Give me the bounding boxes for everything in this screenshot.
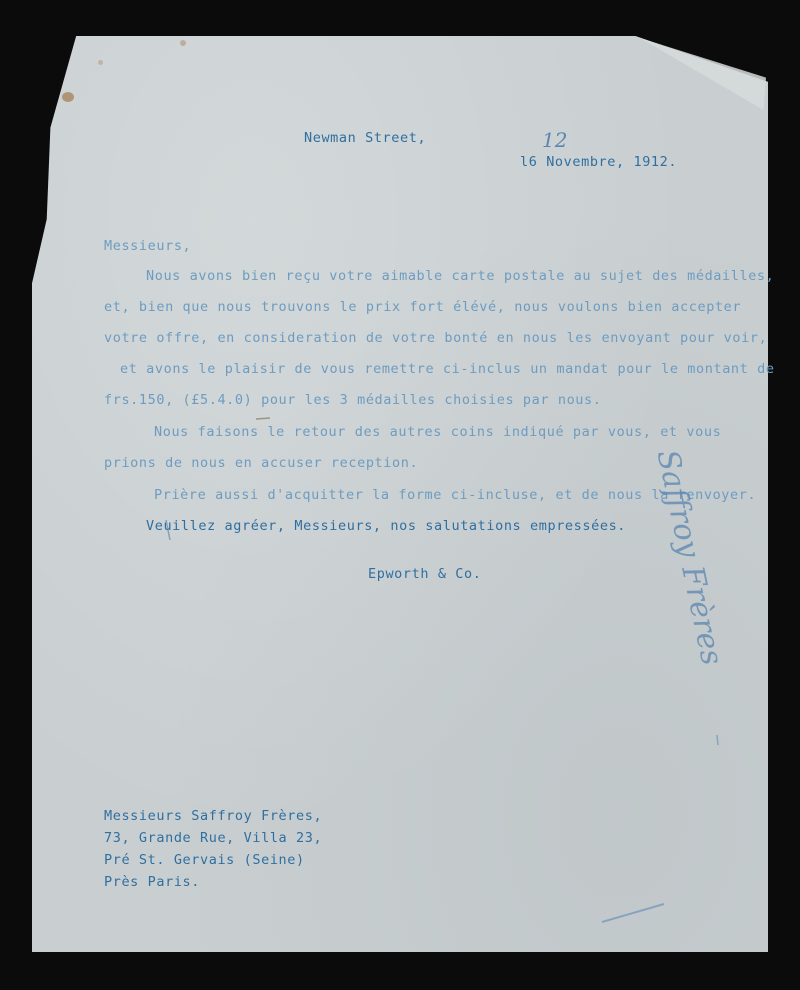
salutation: Messieurs, [104, 238, 192, 254]
recipient-line: Près Paris. [104, 874, 201, 890]
body-line: Nous avons bien reçu votre aimable carte postale au sujet des médailles, [146, 268, 775, 284]
closing-line: Veuillez agréer, Messieurs, nos salutations empressées. [146, 518, 627, 534]
letter-date [520, 156, 677, 170]
body-line: frs.150, (£5.4.0) pour les 3 médailles choisies par nous. [104, 392, 602, 408]
recipient-line: Pré St. Gervais (Seine) [104, 852, 305, 868]
date-day: l6 [520, 154, 538, 170]
body-line: et avons le plaisir de vous remettre ci-inclus un mandat pour le montant de [120, 361, 775, 377]
signature: Epworth & Co. [368, 566, 482, 582]
body-line: Prière aussi d'acquitter la forme ci-incluse, et de nous la renvoyer. [154, 487, 757, 503]
date-month-year: Novembre, 1912. [537, 154, 678, 170]
rust-stain [98, 60, 103, 65]
sender-address: Newman Street, [304, 130, 427, 146]
body-line: prions de nous en accuser reception. [104, 455, 419, 471]
date-correction: 12 [542, 128, 568, 152]
body-line: votre offre, en consideration de votre bonté en nous les envoyant pour voir, [104, 330, 768, 346]
rust-stain [62, 92, 74, 102]
body-line: Nous faisons le retour des autres coins indiqué par vous, et vous [154, 424, 722, 440]
margin-note: Saffroy Frères [649, 446, 730, 669]
recipient-line: Messieurs Saffroy Frères, [104, 808, 323, 824]
recipient-line: 73, Grande Rue, Villa 23, [104, 830, 323, 846]
rust-stain [180, 40, 186, 46]
body-line: et, bien que nous trouvons le prix fort élévé, nous voulons bien accepter [104, 299, 742, 315]
